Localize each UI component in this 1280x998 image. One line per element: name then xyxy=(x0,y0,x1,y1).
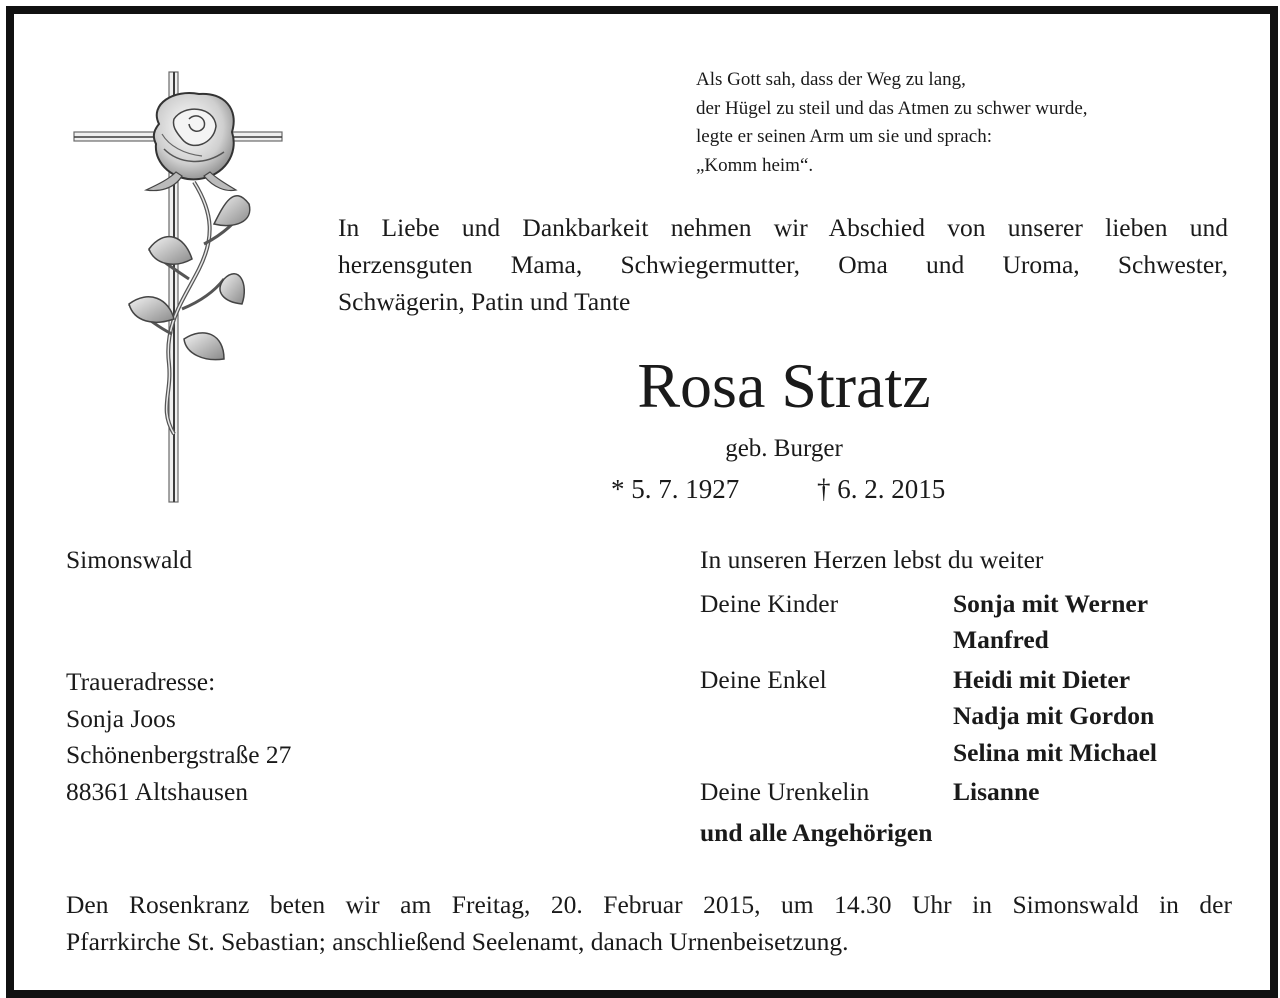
service-info xyxy=(66,886,1232,960)
service-line: Pfarrkirche St. Sebastian; anschließend Seelenamt, danach Urnenbeisetzung. xyxy=(66,927,849,956)
family-member: Sonja mit Werner xyxy=(953,588,1149,618)
family-group-names xyxy=(953,774,1039,811)
service-line: Den Rosenkranz beten wir am Freitag, 20. Februar 2015, um 14.30 Uhr in Simonswald in der xyxy=(66,890,1232,919)
family-motto: In unseren Herzen lebst du weiter xyxy=(700,545,1044,574)
death-date: † 6. 2. 2015 xyxy=(817,474,946,504)
place: Simonswald xyxy=(66,545,193,574)
family-member: Lisanne xyxy=(953,777,1040,806)
poem-line: Als Gott sah, dass der Weg zu lang, xyxy=(696,69,966,90)
mourning-address xyxy=(66,664,291,810)
intro-text xyxy=(338,209,1228,320)
address-name: Sonja Joos xyxy=(66,703,176,733)
birth-date: * 5. 7. 1927 xyxy=(611,474,740,504)
deceased-name: Rosa Stratz xyxy=(637,350,931,421)
intro-line: Schwägerin, Patin und Tante xyxy=(338,287,631,316)
intro-line: In Liebe und Dankbarkeit nehmen wir Abschied von unserer lieben und xyxy=(338,213,1228,242)
family-group-label: Deine Kinder xyxy=(700,588,839,618)
family-member: Selina mit Michael xyxy=(953,737,1157,767)
cross-with-rose-icon xyxy=(64,64,294,504)
family-group xyxy=(700,774,1240,811)
poem xyxy=(696,66,1236,180)
family-list xyxy=(700,542,1240,851)
family-member: Manfred xyxy=(953,625,1049,654)
obituary-notice xyxy=(6,6,1278,998)
address-label: Traueradresse: xyxy=(66,667,216,696)
maiden-name: geb. Burger xyxy=(725,435,843,462)
family-closing: und alle Angehörigen xyxy=(700,817,933,847)
family-group xyxy=(700,586,1240,659)
family-member: Heidi mit Dieter xyxy=(953,664,1131,694)
poem-line: „Komm heim“. xyxy=(696,154,814,176)
poem-line: der Hügel zu steil und das Atmen zu schwer wurde, xyxy=(696,97,1088,119)
intro-line: herzensguten Mama, Schwiegermutter, Oma und Uroma, Schwester, xyxy=(338,250,1228,279)
family-group xyxy=(700,662,1240,772)
address-street: Schönenbergstraße 27 xyxy=(66,740,292,769)
address-city: 88361 Altshausen xyxy=(66,776,249,806)
family-group-names xyxy=(953,662,1157,772)
family-member: Nadja mit Gordon xyxy=(953,701,1155,730)
poem-line: legte er seinen Arm um sie und sprach: xyxy=(696,126,993,147)
family-group-names xyxy=(953,586,1148,659)
family-group-label: Deine Enkel xyxy=(700,664,827,694)
family-group-label: Deine Urenkelin xyxy=(700,777,870,806)
